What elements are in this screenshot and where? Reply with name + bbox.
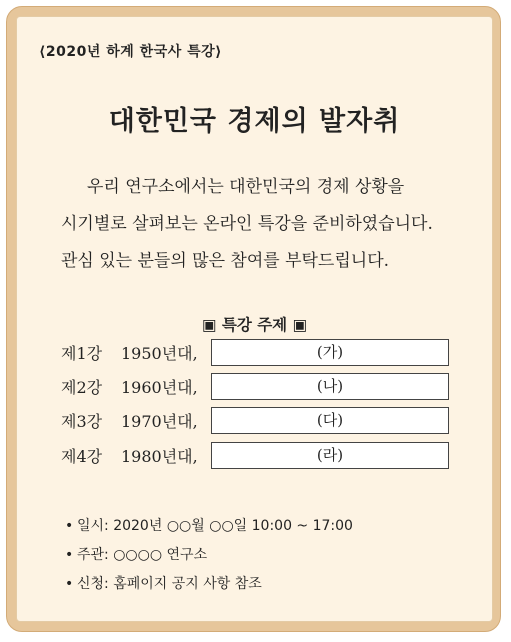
- lecture-decade: 1950년대,: [121, 344, 198, 363]
- topic-heading: ▣ 특강 주제 ▣: [201, 316, 308, 334]
- info-text: 일시: 2020년 ○○월 ○○일 10:00 ~ 17:00: [77, 518, 353, 534]
- info-text: 주관: ○○○○ 연구소: [77, 547, 208, 563]
- info-list: [65, 512, 353, 599]
- lecture-number: 제4강: [61, 447, 103, 466]
- lecture-topic-box: (다): [211, 407, 449, 434]
- bullet-icon: •: [65, 518, 74, 534]
- lecture-topic-box: (나): [211, 373, 449, 400]
- lecture-topic-box: (라): [211, 442, 449, 469]
- notice-subtitle: ⟨2020년 하계 한국사 특강⟩: [39, 44, 223, 60]
- info-item-date: [65, 512, 353, 541]
- lecture-row-4: [61, 442, 481, 469]
- lecture-topic-box: (가): [211, 339, 449, 366]
- bullet-icon: •: [65, 576, 74, 592]
- notice-paper: [16, 16, 493, 622]
- lecture-row-2: [61, 373, 481, 400]
- body-line: 시기별로 살펴보는 온라인 특강을 준비하였습니다.: [61, 214, 433, 234]
- lecture-row-1: [61, 339, 481, 366]
- bullet-icon: •: [65, 547, 74, 563]
- info-text: 신청: 홈페이지 공지 사항 참조: [77, 576, 262, 592]
- lecture-decade: 1960년대,: [121, 378, 198, 397]
- lecture-row-3: [61, 407, 481, 434]
- body-line: 우리 연구소에서는 대한민국의 경제 상황을: [87, 177, 405, 197]
- notice-title: 대한민국 경제의 발자취: [108, 106, 401, 137]
- lecture-number: 제1강: [61, 344, 103, 363]
- lecture-number: 제2강: [61, 378, 103, 397]
- lecture-decade: 1980년대,: [121, 447, 198, 466]
- body-line: 관심 있는 분들의 많은 참여를 부탁드립니다.: [61, 251, 390, 271]
- lecture-decade: 1970년대,: [121, 412, 198, 431]
- notice-body: [61, 169, 481, 280]
- info-item-host: [65, 541, 353, 570]
- lecture-number: 제3강: [61, 412, 103, 431]
- info-item-apply: [65, 570, 353, 599]
